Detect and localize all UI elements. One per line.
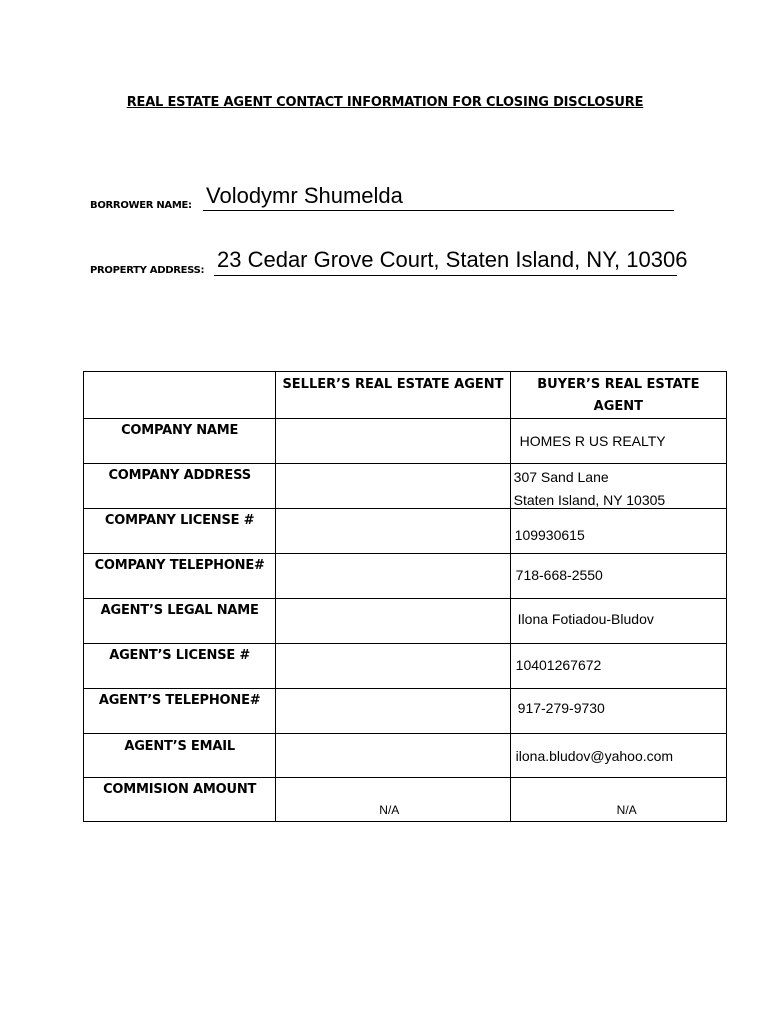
seller-company-telephone-cell[interactable] <box>276 554 510 599</box>
seller-agent-license-cell[interactable] <box>276 644 510 689</box>
seller-agent-header: SELLER’S REAL ESTATE AGENT <box>276 372 510 419</box>
document-title: REAL ESTATE AGENT CONTACT INFORMATION FOR CLOSING DISCLOSURE <box>126 95 644 110</box>
table-row <box>84 734 727 778</box>
borrower-name-label: BORROWER NAME: <box>90 200 192 211</box>
buyer-commission-value: N/A <box>616 803 637 817</box>
buyer-agent-email-cell[interactable] <box>510 734 726 778</box>
buyer-company-telephone-value: 718-668-2550 <box>515 567 603 583</box>
buyer-company-address-line2: Staten Island, NY 10305 <box>513 492 666 508</box>
seller-agent-legal-name-cell[interactable] <box>276 599 510 644</box>
header-empty-cell <box>84 372 276 419</box>
buyer-agent-email-value: ilona.bludov@yahoo.com <box>515 748 674 764</box>
buyer-company-address-cell[interactable] <box>510 464 726 509</box>
seller-agent-email-cell[interactable] <box>276 734 510 778</box>
borrower-name-line <box>203 210 674 211</box>
buyer-agent-legal-name-cell[interactable] <box>510 599 726 644</box>
table-row <box>84 778 727 822</box>
property-address-field[interactable]: 23 Cedar Grove Court, Staten Island, NY, 10306 <box>217 247 688 272</box>
row-label-company-telephone: COMPANY TELEPHONE# <box>94 558 265 573</box>
borrower-name-field[interactable]: Volodymr Shumelda <box>206 183 403 208</box>
property-address-label: PROPERTY ADDRESS: <box>90 265 205 276</box>
row-label-agent-license: AGENT’S LICENSE # <box>109 648 251 663</box>
table-row <box>84 689 727 734</box>
buyer-company-telephone-cell[interactable] <box>510 554 726 599</box>
buyer-commission-cell[interactable] <box>510 778 726 822</box>
table-row <box>84 644 727 689</box>
row-label-company-name: COMPANY NAME <box>121 423 239 438</box>
buyer-agent-legal-name-value: Ilona Fotiadou-Bludov <box>517 611 654 627</box>
buyer-agent-license-value: 10401267672 <box>515 657 602 673</box>
seller-commission-value: N/A <box>379 803 400 817</box>
table-header-row <box>84 372 727 419</box>
seller-company-license-cell[interactable] <box>276 509 510 554</box>
buyer-company-name-value: HOMES R US REALTY <box>519 433 666 449</box>
table-row <box>84 509 727 554</box>
seller-company-name-cell[interactable] <box>276 419 510 464</box>
table-row <box>84 419 727 464</box>
table-row <box>84 554 727 599</box>
row-label-company-address: COMPANY ADDRESS <box>108 468 251 483</box>
buyer-agent-telephone-value: 917-279-9730 <box>517 700 605 716</box>
row-label-agent-email: AGENT’S EMAIL <box>124 739 235 754</box>
seller-commission-cell[interactable] <box>276 778 510 822</box>
buyer-company-license-value: 109930615 <box>514 527 585 543</box>
row-label-commission-amount: COMMISION AMOUNT <box>103 782 257 797</box>
buyer-agent-license-cell[interactable] <box>510 644 726 689</box>
buyer-agent-telephone-cell[interactable] <box>510 689 726 734</box>
property-address-line <box>214 275 677 276</box>
seller-company-address-cell[interactable] <box>276 464 510 509</box>
table-row <box>84 599 727 644</box>
buyer-company-name-cell[interactable] <box>510 419 726 464</box>
buyer-company-license-cell[interactable] <box>510 509 726 554</box>
row-label-agent-legal-name: AGENT’S LEGAL NAME <box>100 603 259 618</box>
table-row <box>84 464 727 509</box>
row-label-agent-telephone: AGENT’S TELEPHONE# <box>98 693 261 708</box>
buyer-agent-header: BUYER’S REAL ESTATE AGENT <box>510 372 726 419</box>
seller-agent-telephone-cell[interactable] <box>276 689 510 734</box>
agent-contact-table <box>83 371 727 822</box>
row-label-company-license: COMPANY LICENSE # <box>104 513 255 528</box>
buyer-company-address-line1: 307 Sand Lane <box>513 469 609 485</box>
